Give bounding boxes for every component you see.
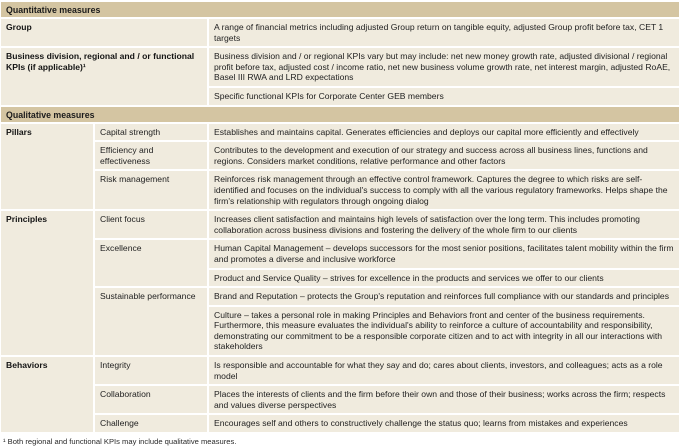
row-sublabel-capital-strength: Capital strength [95, 124, 207, 141]
row-sublabel-challenge: Challenge [95, 415, 207, 432]
table-row-efficiency-effectiveness [95, 142, 679, 169]
row-sublabel-risk-management: Risk management [95, 171, 207, 209]
quantitative-measures-header: Quantitative measures [1, 2, 679, 17]
row-content-collaboration: Places the interests of clients and the firm before their own and those of their business; works across the firm; respects and values diverse perspectives [209, 386, 679, 413]
section-label-principles: Principles [1, 211, 93, 355]
table-footnote: ¹ Both regional and functional KPIs may include qualitative measures. [3, 437, 237, 446]
row-sublabel-collaboration: Collaboration [95, 386, 207, 413]
table-row-sustainable-performance [95, 288, 679, 355]
qualitative-measures-header: Qualitative measures [1, 107, 679, 122]
table-row-integrity [95, 357, 679, 384]
table-row-challenge [95, 415, 679, 432]
row-content-capital-strength: Establishes and maintains capital. Generates efficiencies and deploys our capital more efficiently and effectively [209, 124, 679, 141]
section-behaviors [1, 357, 679, 432]
table-row-capital-strength [95, 124, 679, 141]
row-content-challenge: Encourages self and others to constructively challenge the status quo; learns from mistakes and experiences [209, 415, 679, 432]
row-content-excellence-2: Product and Service Quality – strives for excellence in the products and services we offer to our clients [209, 270, 679, 287]
row-label-business-division-kpis: Business division, regional and / or functional KPIs (if applicable)¹ [1, 48, 207, 104]
section-label-pillars: Pillars [1, 124, 93, 210]
table-row-client-focus [95, 211, 679, 238]
row-sublabel-integrity: Integrity [95, 357, 207, 384]
row-content-client-focus: Increases client satisfaction and maintains high levels of satisfaction over the long term. This includes promoting collaboration across business divisions and fostering the delivery of the whole firm to our clients [209, 211, 679, 238]
row-content-risk-management: Reinforces risk management through an effective control framework. Captures the degree to which risks are self-identified and focuses on the individual's success to comply with all the various regulatory frameworks. Helps shape the firm's relationship with regulators through ongoing dialog [209, 171, 679, 209]
table-row-risk-management [95, 171, 679, 209]
row-content-sustainable-performance-1: Brand and Reputation – protects the Group's reputation and reinforces full compliance with our standards and principles [209, 288, 679, 305]
row-content-group: A range of financial metrics including adjusted Group return on tangible equity, adjusted Group profit before tax, CET 1 targets [209, 19, 679, 46]
table-row-excellence [95, 240, 679, 286]
table-row-group [1, 19, 679, 46]
row-sublabel-excellence: Excellence [95, 240, 207, 286]
row-content-business-division-kpis-1: Business division and / or regional KPIs vary but may include: net new money growth rate, adjusted divisional / regional profit before tax, adjusted cost / income ratio, net new business volume growth rate, net interest margin, adjusted RoAE, Basel III RWA and LRD expectations [209, 48, 679, 86]
row-content-integrity: Is responsible and accountable for what they say and do; cares about clients, investors, and colleagues; acts as a role model [209, 357, 679, 384]
section-label-behaviors: Behaviors [1, 357, 93, 432]
row-content-excellence-1: Human Capital Management – develops successors for the most senior positions, facilitates talent mobility within the firm and promotes a diverse and inclusive workforce [209, 240, 679, 267]
section-principles [1, 211, 679, 355]
row-content-sustainable-performance-2: Culture – takes a personal role in making Principles and Behaviors front and center of the business requirements. Furthermore, this measure evaluates the individual's ability to reinforce a culture of accountability and responsibility, demonstrating our commitment to be a responsible corporate citizen and to act with integrity in all our interactions with stakeholders [209, 307, 679, 355]
row-sublabel-efficiency-effectiveness: Efficiency and effectiveness [95, 142, 207, 169]
row-sublabel-sustainable-performance: Sustainable performance [95, 288, 207, 355]
row-sublabel-client-focus: Client focus [95, 211, 207, 238]
row-label-group: Group [1, 19, 207, 46]
table-row-business-division-kpis [1, 48, 679, 104]
section-pillars [1, 124, 679, 210]
row-content-business-division-kpis-2: Specific functional KPIs for Corporate Center GEB members [209, 88, 679, 105]
row-content-efficiency-effectiveness: Contributes to the development and execution of our strategy and success across all business lines, functions and regions. Considers market conditions, relative performance and other factors [209, 142, 679, 169]
table-row-collaboration [95, 386, 679, 413]
